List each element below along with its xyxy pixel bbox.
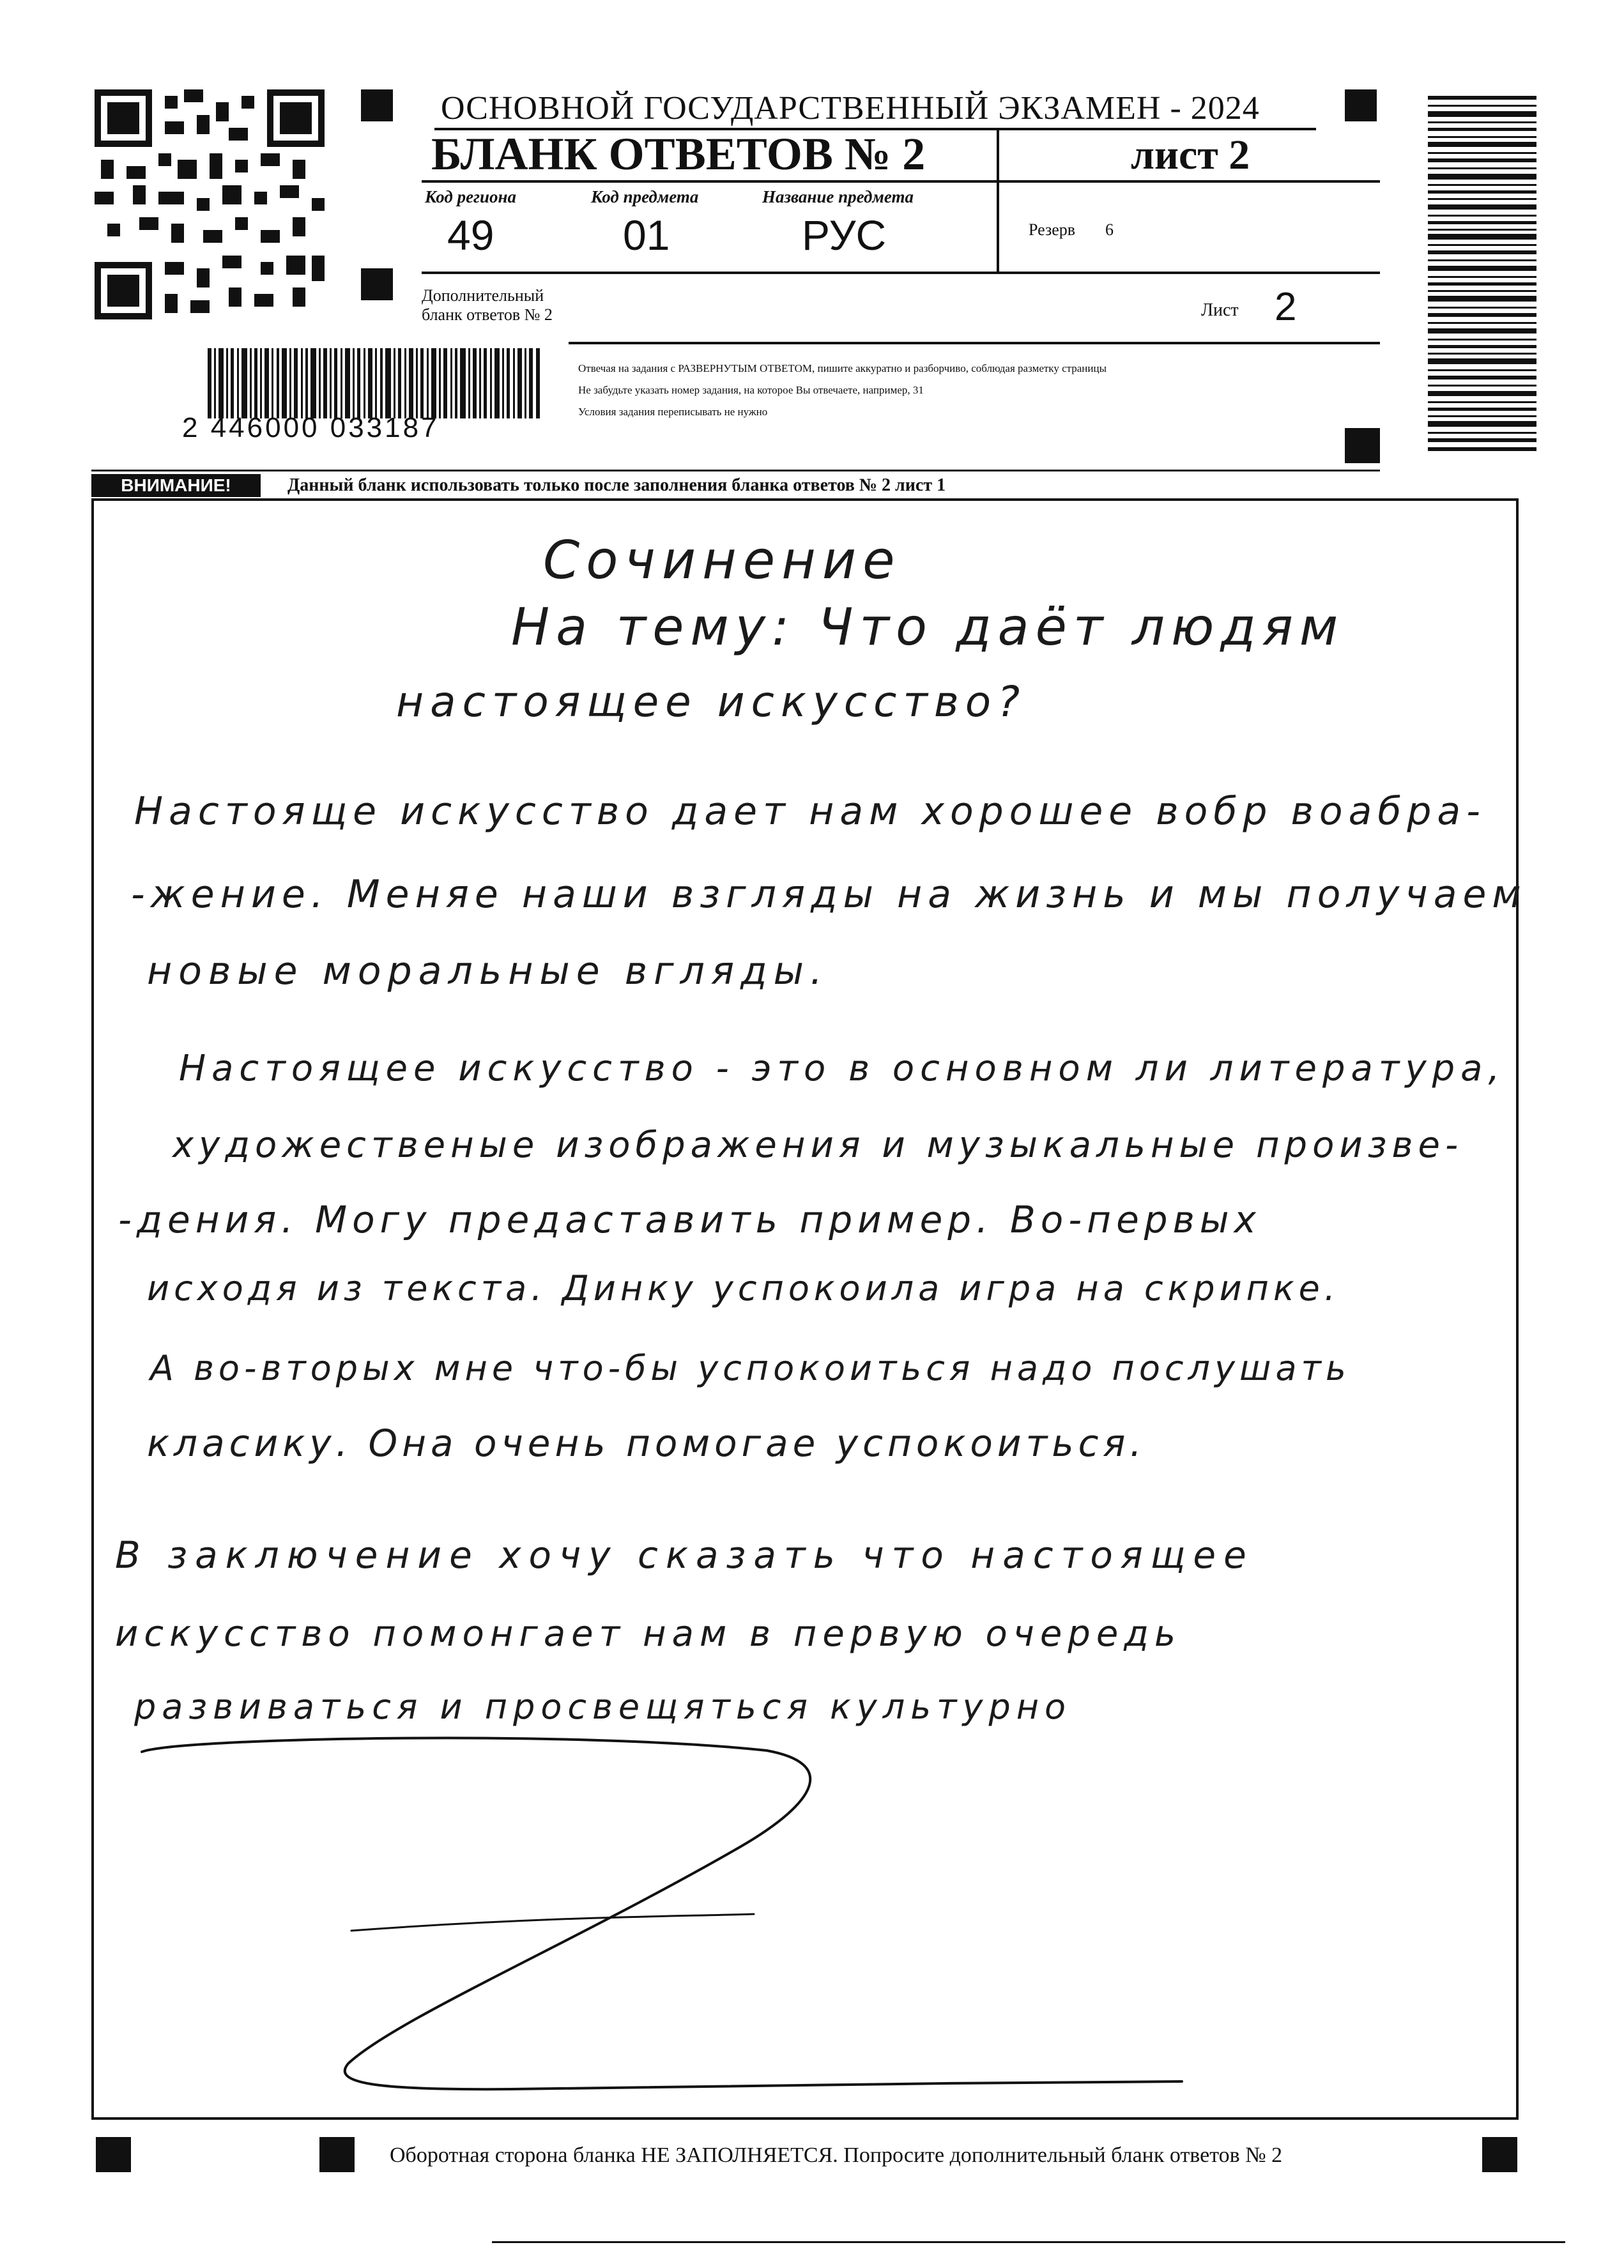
essay-line: искусство помонгает нам в первую очередь [115, 1613, 1182, 1655]
essay-line: художественые изображения и музыкальные произве- [172, 1124, 1464, 1166]
essay-title-line3: настоящее искусство? [396, 677, 1027, 726]
instruction-line: Не забудьте указать номер задания, на которое Вы отвечаете, например, 31 [578, 384, 924, 396]
essay-line: В заключение хочу сказать что настоящее [115, 1533, 1254, 1577]
additional-form-label-line2: бланк ответов № 2 [422, 305, 553, 324]
attention-text: Данный бланк использовать только после заполнения бланка ответов № 2 лист 1 [287, 475, 946, 495]
barcode [208, 348, 540, 418]
divider [422, 272, 1380, 274]
subject-code-label: Код предмета [591, 187, 699, 206]
registration-mark [96, 2137, 131, 2172]
additional-form-label-line1: Дополнительный [422, 286, 544, 305]
essay-title-line1: Сочинение [543, 530, 901, 591]
divider [422, 180, 1380, 183]
registration-mark [1345, 428, 1380, 463]
registration-mark [1345, 89, 1377, 121]
sheet-number: 2 [1275, 285, 1297, 329]
subject-code-value: 01 [623, 211, 670, 259]
registration-mark [1482, 2137, 1517, 2172]
reserve-label: Резерв [1029, 220, 1076, 239]
registration-mark [361, 89, 393, 121]
reserve-value: 6 [1105, 220, 1114, 239]
essay-title-line2: На тему: Что даёт людям [511, 597, 1345, 657]
essay-line: -дения. Могу предаставить пример. Во-первых [118, 1198, 1261, 1241]
subject-name-value: РУС [802, 211, 887, 259]
region-code-value: 49 [447, 211, 494, 259]
z-closing-stroke [128, 1725, 1214, 2108]
essay-line: А во-вторых мне что-бы успокоиться надо послушать [150, 1348, 1351, 1388]
side-barcode [1428, 96, 1536, 454]
attention-badge: ВНИМАНИЕ! [91, 474, 261, 497]
subject-name-label: Название предмета [762, 187, 914, 206]
divider [91, 470, 1380, 471]
footer-text: Оборотная сторона бланка НЕ ЗАПОЛНЯЕТСЯ. Попросите дополнительный бланк ответов № 2 [390, 2143, 1283, 2167]
instruction-line: Условия задания переписывать не нужно [578, 406, 768, 418]
region-code-label: Код региона [425, 187, 517, 206]
essay-line: исходя из текста. Динку успокоила игра на скрипке. [147, 1268, 1340, 1308]
exam-title: ОСНОВНОЙ ГОСУДАРСТВЕННЫЙ ЭКЗАМЕН - 2024 [441, 90, 1260, 126]
barcode-number: 2 446000 033187 [182, 412, 440, 443]
instructions [578, 358, 1107, 423]
qr-code [95, 89, 325, 319]
essay-line: развиваться и просвещяться культурно [134, 1687, 1072, 1727]
essay-line: класику. Она очень помогае успокоиться. [147, 1421, 1146, 1465]
sheet-label: Лист [1201, 300, 1239, 320]
form-title: БЛАНК ОТВЕТОВ № 2 [431, 128, 926, 180]
essay-line: -жение. Меняе наши взгляды на жизнь и мы получаем [131, 872, 1527, 917]
essay-line: новые моральные вгляды. [147, 949, 829, 993]
additional-form-label [422, 286, 553, 325]
instruction-line: Отвечая на задания с РАЗВЕРНУТЫМ ОТВЕТОМ, пишите аккуратно и разборчиво, соблюдая разметку страницы [578, 362, 1107, 374]
divider [492, 2241, 1565, 2243]
registration-mark [361, 268, 393, 300]
essay-line: Настояще искусство дает нам хорошее вобр воабра- [134, 789, 1486, 834]
divider [997, 128, 999, 272]
divider [569, 342, 1380, 344]
essay-line: Настоящее искусство - это в основном ли литература, [179, 1048, 1506, 1089]
registration-mark [319, 2137, 355, 2172]
sheet-title: лист 2 [1131, 132, 1250, 178]
